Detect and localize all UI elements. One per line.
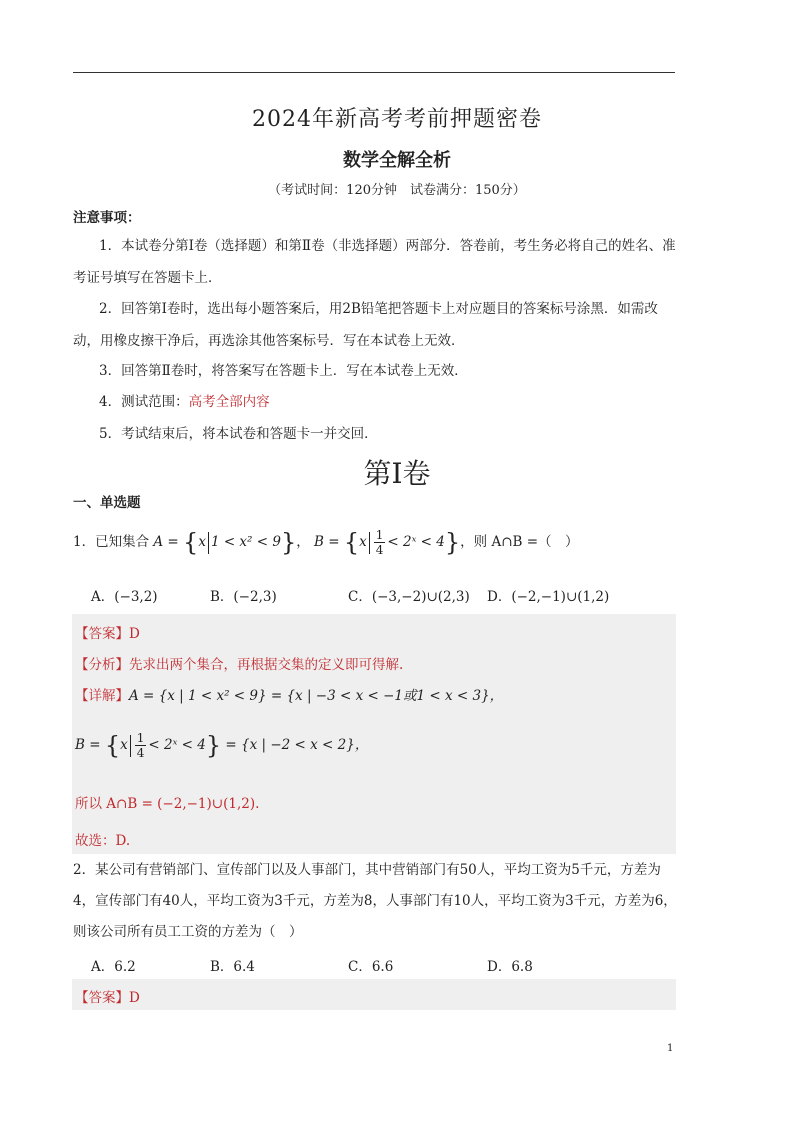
q1-set-a-condition: 1 < x² < 9: [210, 534, 281, 550]
header-rule: [73, 72, 675, 73]
q1-answer: 【答案】D: [75, 626, 140, 642]
question-1: 1．已知集合 A = {x 1 < x² < 9}， B = {x $\frac{1}{4}$ < 2ˣ < 4}，则 A∩B =（ ）: [73, 528, 579, 557]
question-2: 2．某公司有营销部门、宣传部门以及人事部门，其中营销部门有50人，平均工资为5千元，方差为4，宣传部门有40人，平均工资为3千元，方差为8，人事部门有10人，平均工资为3千元，方差为6，则该公司所有员工工资的方差为（ ）: [73, 862, 677, 940]
q1-analysis: 【分析】先求出两个集合，再根据交集的定义即可得解.: [75, 657, 404, 673]
test-scope: 高考全部内容: [188, 394, 270, 410]
notice-item-4: [73, 386, 677, 418]
q1-solution-box: [72, 614, 676, 854]
q2-option-a: A．6.2: [91, 959, 136, 975]
q1-set-b-name: B: [314, 534, 324, 550]
notice-item-4-prefix: 4．测试范围：: [99, 394, 189, 410]
q1-set-a-name: A: [153, 534, 164, 550]
notice-heading: 注意事项：: [73, 210, 141, 226]
part-label: 一、单选题: [73, 495, 141, 511]
q1-option-b: B．(−2,3): [210, 589, 277, 605]
notice-item-1: 1．本试卷分第Ⅰ卷（选择题）和第Ⅱ卷（非选择题）两部分．答卷前，考生务必将自己的姓名、准考证号填写在答题卡上．: [73, 238, 676, 286]
q2-answer: 【答案】D: [75, 990, 140, 1006]
notice-item-5: 5．考试结束后，将本试卷和答题卡一并交回．: [99, 426, 378, 442]
q1-option-c: C．(−3,−2)∪(2,3): [348, 589, 470, 605]
q2-option-c: C．6.6: [348, 959, 394, 975]
exam-info: （考试时间：120分钟 试卷满分：150分）: [268, 183, 526, 198]
notice-item-3: 3．回答第Ⅱ卷时，将答案写在答题卡上．写在本试卷上无效．: [99, 363, 468, 379]
paper-title: 2024年新高考考前押题密卷: [252, 107, 542, 132]
q1-detail-line-1: 【详解】A = {x | 1 < x² < 9} = {x | −3 < x < −1或1 < x < 3}，: [75, 688, 504, 704]
q1-detail-line-4: 故选：D.: [75, 833, 131, 849]
section-title: 第Ⅰ卷: [363, 457, 431, 490]
q1-detail-line-2: B = {x $\frac{1}{4}$ < 2ˣ < 4} = {x | −2 < x < 2}，: [75, 731, 369, 760]
q1-number: 1．已知集合: [73, 534, 150, 550]
q2-option-d: D．6.8: [487, 959, 533, 975]
q1-set-b-condition: < 2ˣ < 4: [387, 534, 445, 550]
q1-option-d: D．(−2,−1)∪(1,2): [487, 589, 610, 605]
paper-subtitle: 数学全解全析: [343, 150, 451, 171]
page-number: 1: [667, 1043, 674, 1054]
q2-option-b: B．6.4: [210, 959, 255, 975]
q1-ask: ，则 A∩B =（ ）: [460, 534, 579, 550]
q2-solution-box: [72, 979, 676, 1010]
notice-item-2: 2．回答第Ⅰ卷时，选出每小题答案后，用2B铅笔把答题卡上对应题目的答案标号涂黑．如需改动，用橡皮擦干净后，再选涂其他答案标号．写在本试卷上无效．: [73, 301, 658, 349]
q1-detail-line-3: 所以 A∩B = (−2,−1)∪(1,2).: [75, 796, 260, 812]
q1-option-a: A．(−3,2): [91, 589, 158, 605]
q1-fraction: $\frac{1}{4}$: [375, 528, 384, 557]
